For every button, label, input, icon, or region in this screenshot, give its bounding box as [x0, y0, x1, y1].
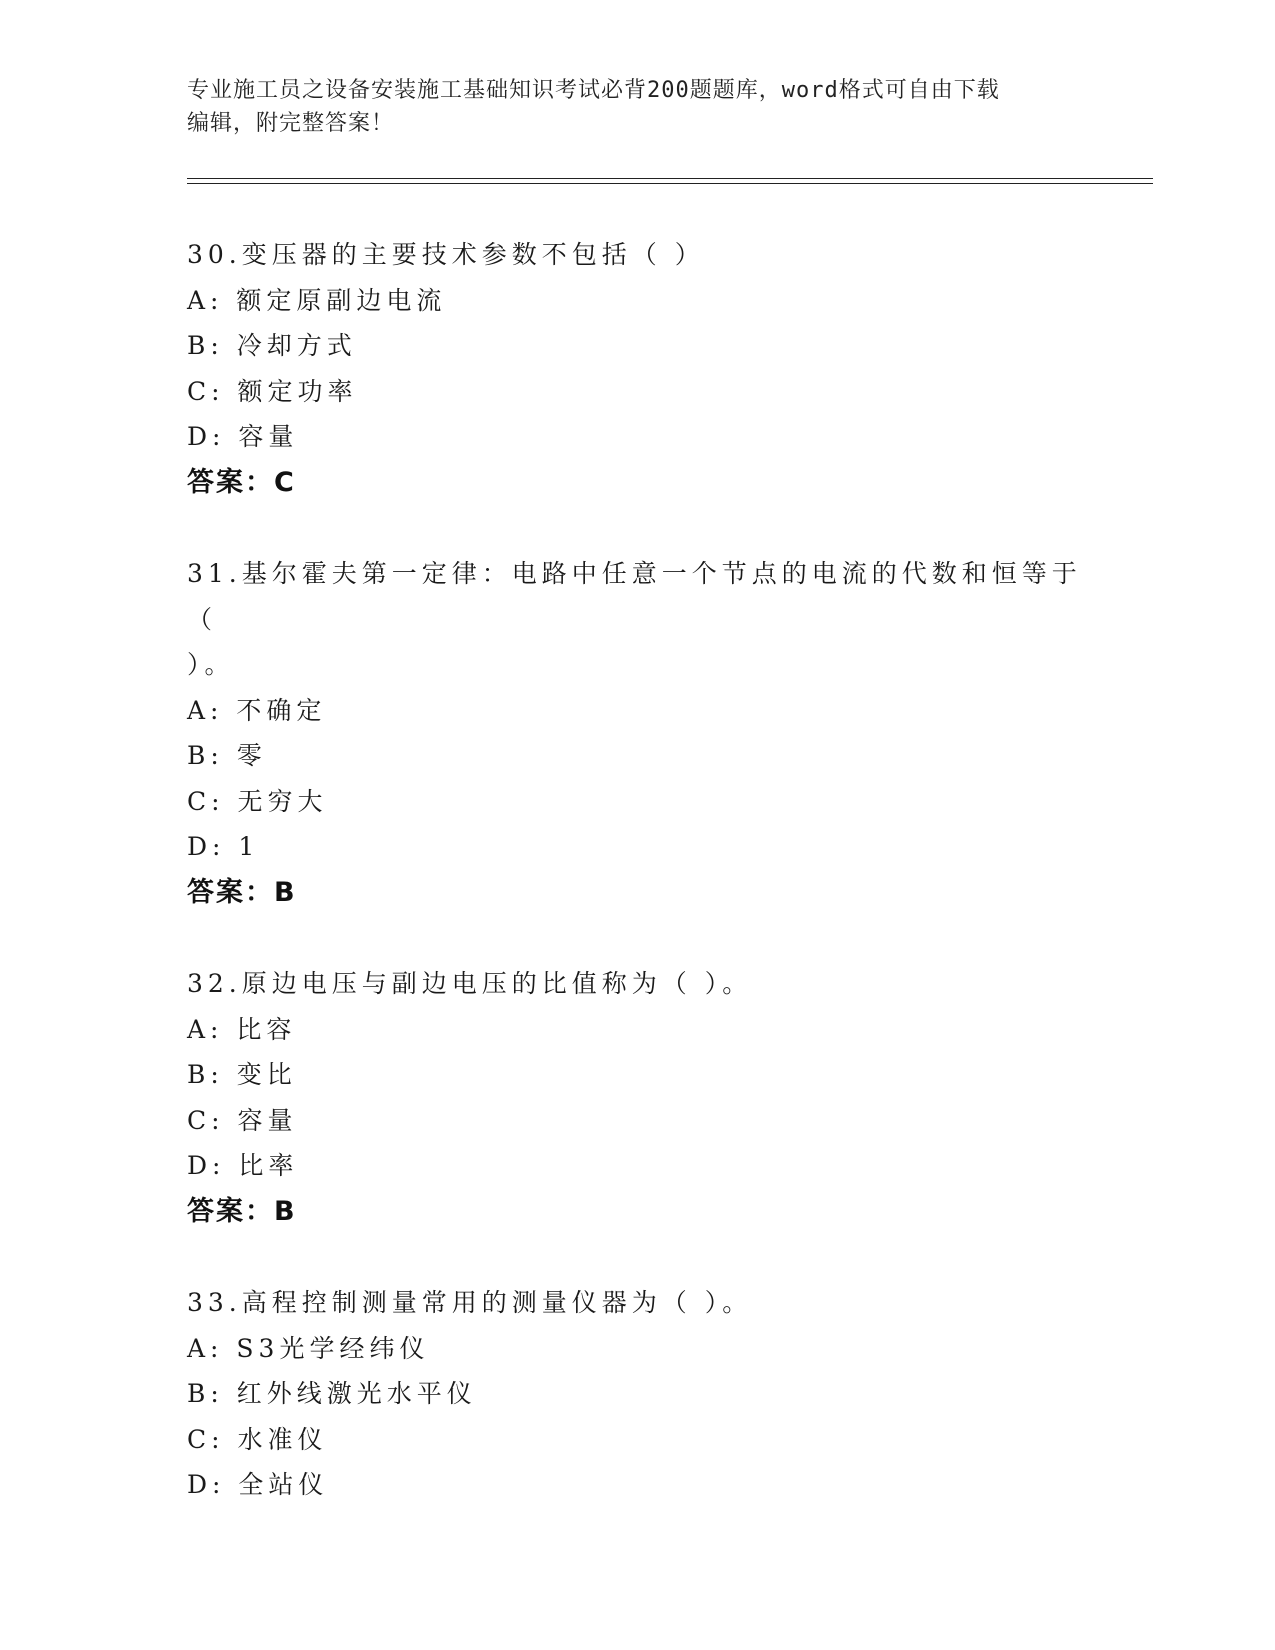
answer: 答案：B — [187, 876, 297, 908]
option-b: B: 红外线激光水平仪 — [187, 1379, 477, 1408]
option-b: B: 零 — [187, 741, 267, 770]
option-c: C: 无穷大 — [187, 786, 328, 816]
option-a: A: 比容 — [187, 1014, 297, 1044]
question-33 — [187, 1280, 1107, 1508]
answer: 答案：B — [187, 1195, 297, 1227]
option-c: C: 额定功率 — [187, 376, 358, 406]
option-d: D: 比率 — [187, 1151, 299, 1180]
question-text: 32.原边电压与副边电压的比值称为（ ）。 — [187, 969, 753, 998]
option-b: B: 变比 — [187, 1060, 297, 1089]
header-line-2: 编辑，附完整答案！ — [187, 111, 395, 136]
option-d: D: 全站仪 — [187, 1470, 329, 1499]
question-list — [187, 232, 1107, 1554]
header-line-1: 专业施工员之设备安装施工基础知识考试必背200题题库，word格式可自由下载 — [187, 78, 1000, 103]
question-31 — [187, 551, 1107, 915]
option-c: C: 水准仪 — [187, 1424, 328, 1454]
option-a: A: S3光学经纬仪 — [187, 1333, 430, 1363]
option-d: D: 容量 — [187, 422, 299, 451]
question-text-continued: ）。 — [187, 650, 235, 679]
option-c: C: 容量 — [187, 1105, 298, 1135]
document-header — [187, 74, 1087, 140]
header-rule-bottom — [187, 183, 1153, 184]
option-a: A: 不确定 — [187, 695, 327, 725]
question-32 — [187, 961, 1107, 1234]
header-rule-top — [187, 178, 1153, 179]
option-d: D: 1 — [187, 832, 260, 861]
question-text: 30.变压器的主要技术参数不包括（ ） — [187, 240, 705, 269]
answer: 答案：C — [187, 466, 296, 498]
question-30 — [187, 232, 1107, 505]
option-b: B: 冷却方式 — [187, 331, 357, 360]
question-text: 33.高程控制测量常用的测量仪器为（ ）。 — [187, 1288, 753, 1317]
option-a: A: 额定原副边电流 — [187, 285, 447, 315]
question-text: 31.基尔霍夫第一定律：电路中任意一个节点的电流的代数和恒等于（ — [187, 559, 1082, 634]
